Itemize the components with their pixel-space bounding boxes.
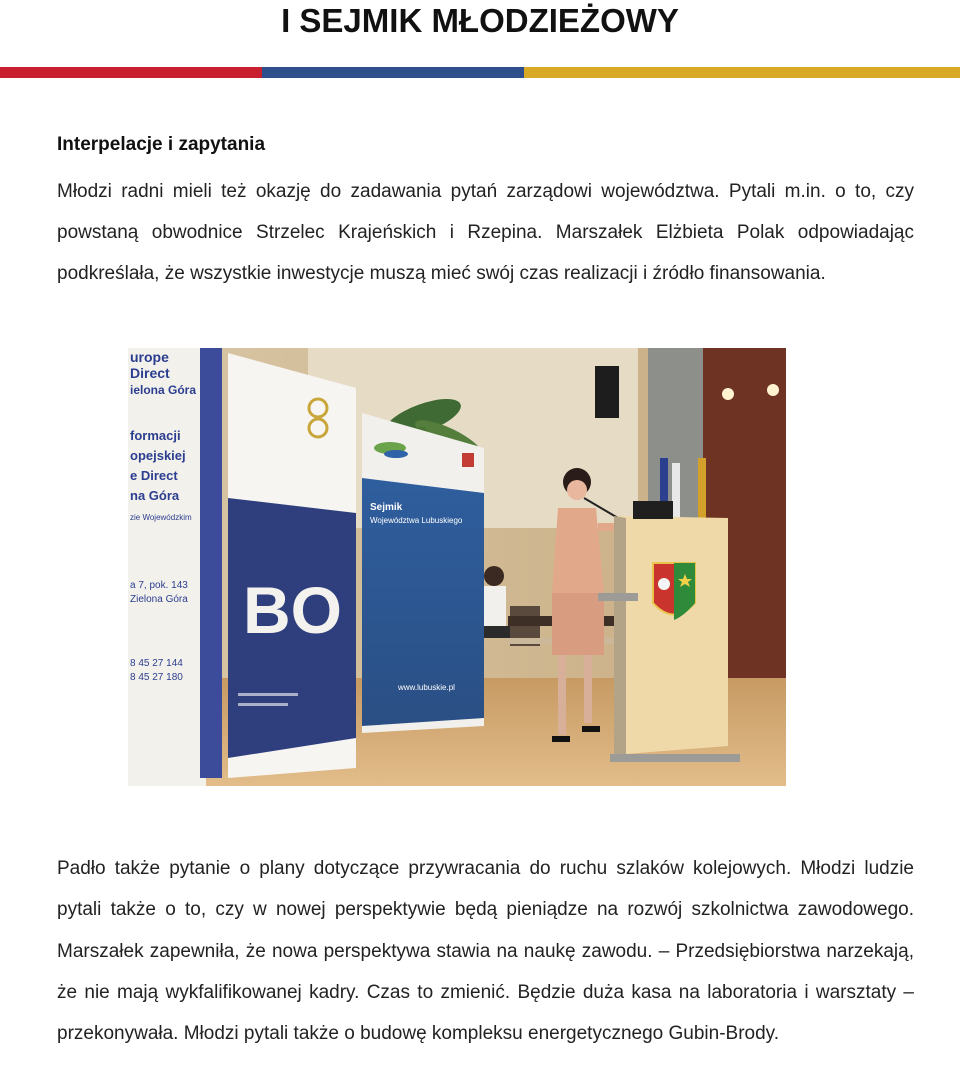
header-bar-gold	[524, 67, 960, 78]
banner3-line: Sejmik	[370, 502, 403, 513]
banner1-line: Direct	[130, 365, 170, 381]
section-heading: Interpelacje i zapytania	[57, 134, 266, 155]
paragraph-interpelacje: Młodzi radni mieli też okazję do zadawania pytań zarządowi województwa. Pytali m.in. o to, czy powstaną obwodnice Strzelec Krajeńskich i Rzepina. Marszałek Elżbieta Polak odpowiadając podkreślała, że wszystkie inwestycje muszą mieć swój czas realizacji i źródło finansowania.	[57, 181, 914, 284]
loudspeaker	[595, 366, 619, 418]
banner1-line: formacji	[130, 428, 181, 443]
banner1-line: a 7, pok. 143	[130, 580, 188, 591]
event-photo	[128, 348, 786, 786]
banner1-line: na Góra	[130, 488, 180, 503]
paragraph-szlaki-kolejowe: Padło także pytanie o plany dotyczące przywracania do ruchu szlaków kolejowych. Młodzi ludzie pytali także o to, czy w nowej perspektywie będą pieniądze na rozwój szkolnictwa zawodowego. Marszałek zapewniła, że nowa perspektywa stawia na naukę zawodu. – Przedsiębiorstwa narzekają, że nie mają wykfalifikowanej kadry. Czas to zmienić. Będzie duża kasa na laboratoria i warsztaty – przekonywała. Młodzi pytali także o budowę kompleksu energetycznego Gubin-Brody.	[57, 858, 914, 1045]
banner1-line: opejskiej	[130, 448, 186, 463]
banner1-line: e Direct	[130, 468, 178, 483]
banner3-line: www.lubuskie.pl	[398, 683, 455, 692]
lectern	[598, 516, 740, 762]
banner1-line: ielona Góra	[130, 383, 197, 397]
header-bar-blue	[262, 67, 524, 78]
banner-bo	[228, 353, 356, 778]
banner3-line: Województwa Lubuskiego	[370, 516, 463, 525]
page-title: I SEJMIK MŁODZIEŻOWY	[281, 2, 679, 39]
banner2-logo: BO	[243, 573, 342, 647]
banner1-line: 8 45 27 144	[130, 658, 183, 669]
header-bar-red	[0, 67, 262, 78]
banner1-line: urope	[130, 349, 169, 365]
banner-europe-direct	[128, 348, 222, 786]
banner-sejmik	[362, 413, 484, 733]
banner1-line: zie Wojewódzkim	[130, 513, 192, 522]
banner1-line: Zielona Góra	[130, 594, 188, 605]
banner1-line: 8 45 27 180	[130, 672, 183, 683]
